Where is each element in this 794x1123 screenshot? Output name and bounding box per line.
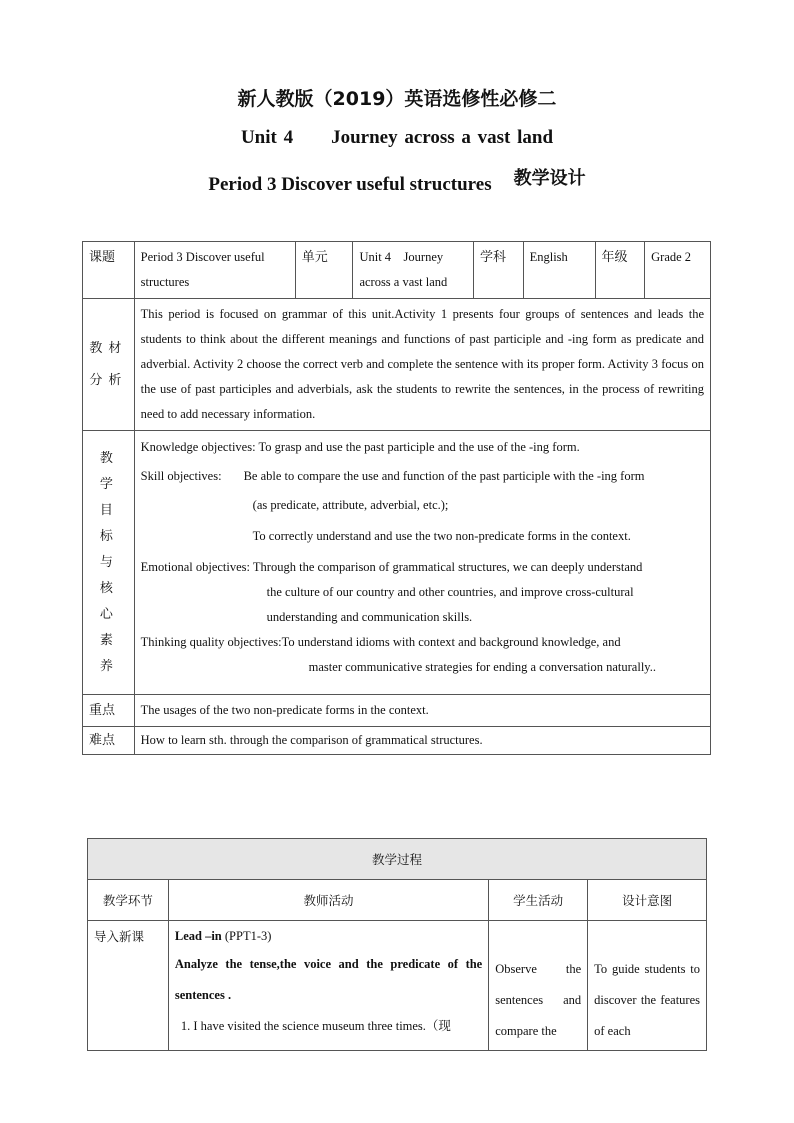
emotional-label: Emotional objectives:	[140, 560, 251, 574]
lesson-info-table	[82, 241, 711, 755]
objectives-cell	[134, 431, 710, 695]
key-points-row	[83, 695, 711, 727]
grade-label: 年级	[595, 242, 645, 299]
thinking-line-1	[141, 630, 704, 655]
topic-label: 课题	[83, 242, 135, 299]
difficult-points-row	[83, 727, 711, 755]
objectives-label: 教学目标与核心素养	[83, 431, 135, 695]
teaching-process-table	[87, 838, 707, 1051]
subject-label: 学科	[473, 242, 523, 299]
stage-lead-in: 导入新课	[88, 921, 169, 1051]
info-row	[83, 242, 711, 299]
difficult-points-label: 难点	[83, 727, 135, 755]
skill-text-3: To correctly understand and use the two non-predicate forms in the context.	[252, 529, 631, 543]
unit-cell-label: 单元	[295, 242, 353, 299]
grade-value: Grade 2	[645, 242, 711, 299]
difficult-points-text: How to learn sth. through the comparison of grammatical structures.	[134, 727, 710, 755]
doc-title-period	[0, 170, 794, 196]
lead-in-line	[175, 923, 482, 949]
thinking-label: Thinking quality objectives:	[140, 635, 282, 649]
skill-text-2: (as predicate, attribute, adverbial, etc.);	[252, 498, 449, 512]
process-row-lead-in	[88, 921, 707, 1051]
period-title: Period 3 Discover useful structures	[208, 174, 492, 195]
skill-line-1	[141, 464, 704, 489]
thinking-text-2: master communicative strategies for ending a conversation naturally..	[308, 660, 656, 674]
key-points-text: The usages of the two non-predicate forms in the context.	[134, 695, 710, 727]
knowledge-objective: Knowledge objectives: To grasp and use the past participle and the use of the -ing form.	[140, 440, 580, 454]
key-points-label: 重点	[83, 695, 135, 727]
topic-value: Period 3 Discover useful structures	[134, 242, 295, 299]
design-label: 教学设计	[513, 168, 586, 189]
process-title-row	[88, 839, 707, 880]
process-title: 教学过程	[88, 839, 707, 880]
col-intent: 设计意图	[588, 880, 707, 921]
unit-title: Journey across a vast land	[331, 127, 554, 148]
doc-title-unit	[0, 127, 794, 149]
lead-in-bold: Lead –in	[174, 929, 222, 943]
emotional-text-1: Through the comparison of grammatical structures, we can deeply understand	[252, 560, 643, 574]
col-teacher: 教师活动	[168, 880, 488, 921]
unit-cell-value: Unit 4 Journey across a vast land	[353, 242, 474, 299]
student-activity: Observe the sentences and compare the	[489, 921, 588, 1051]
col-student: 学生活动	[489, 880, 588, 921]
example-1: 1. I have visited the science museum three times.（现	[180, 1019, 451, 1033]
col-stage: 教学环节	[88, 880, 169, 921]
unit-label: Unit 4	[240, 127, 294, 148]
skill-label: Skill objectives:	[140, 469, 222, 483]
doc-title-line1: 新人教版（2019）英语选修性必修二	[237, 88, 557, 110]
emotional-line-1	[141, 555, 704, 580]
emotional-text-3: understanding and communication skills.	[266, 610, 473, 624]
skill-text-1: Be able to compare the use and function of the past participle with the -ing form	[243, 469, 645, 483]
lead-in-ppt: (PPT1-3)	[221, 929, 272, 943]
emotional-text-2: the culture of our country and other countries, and improve cross-cultural	[266, 585, 634, 599]
analysis-text: This period is focused on grammar of this unit.Activity 1 presents four groups of sentences and leads the students to think about the different meanings and functions of past participle and -ing form as predicate and adverbial. Activity 2 choose the correct verb and complete the sentence with its proper form. Activity 3 focus on the use of past participles and adverbials, ask the students to rewrite the sentences, in the process of rewriting need to add necessary information.	[134, 299, 710, 431]
objectives-row	[83, 431, 711, 695]
subject-value: English	[523, 242, 595, 299]
teacher-activity	[168, 921, 488, 1051]
analysis-label: 教材分析	[83, 299, 135, 431]
design-intent: To guide students to discover the features of each	[588, 921, 707, 1051]
task-text: Analyze the tense,the voice and the predicate of the sentences .	[174, 957, 483, 1002]
process-header-row	[88, 880, 707, 921]
analysis-row	[83, 299, 711, 431]
thinking-text-1: To understand idioms with context and background knowledge, and	[281, 635, 621, 649]
